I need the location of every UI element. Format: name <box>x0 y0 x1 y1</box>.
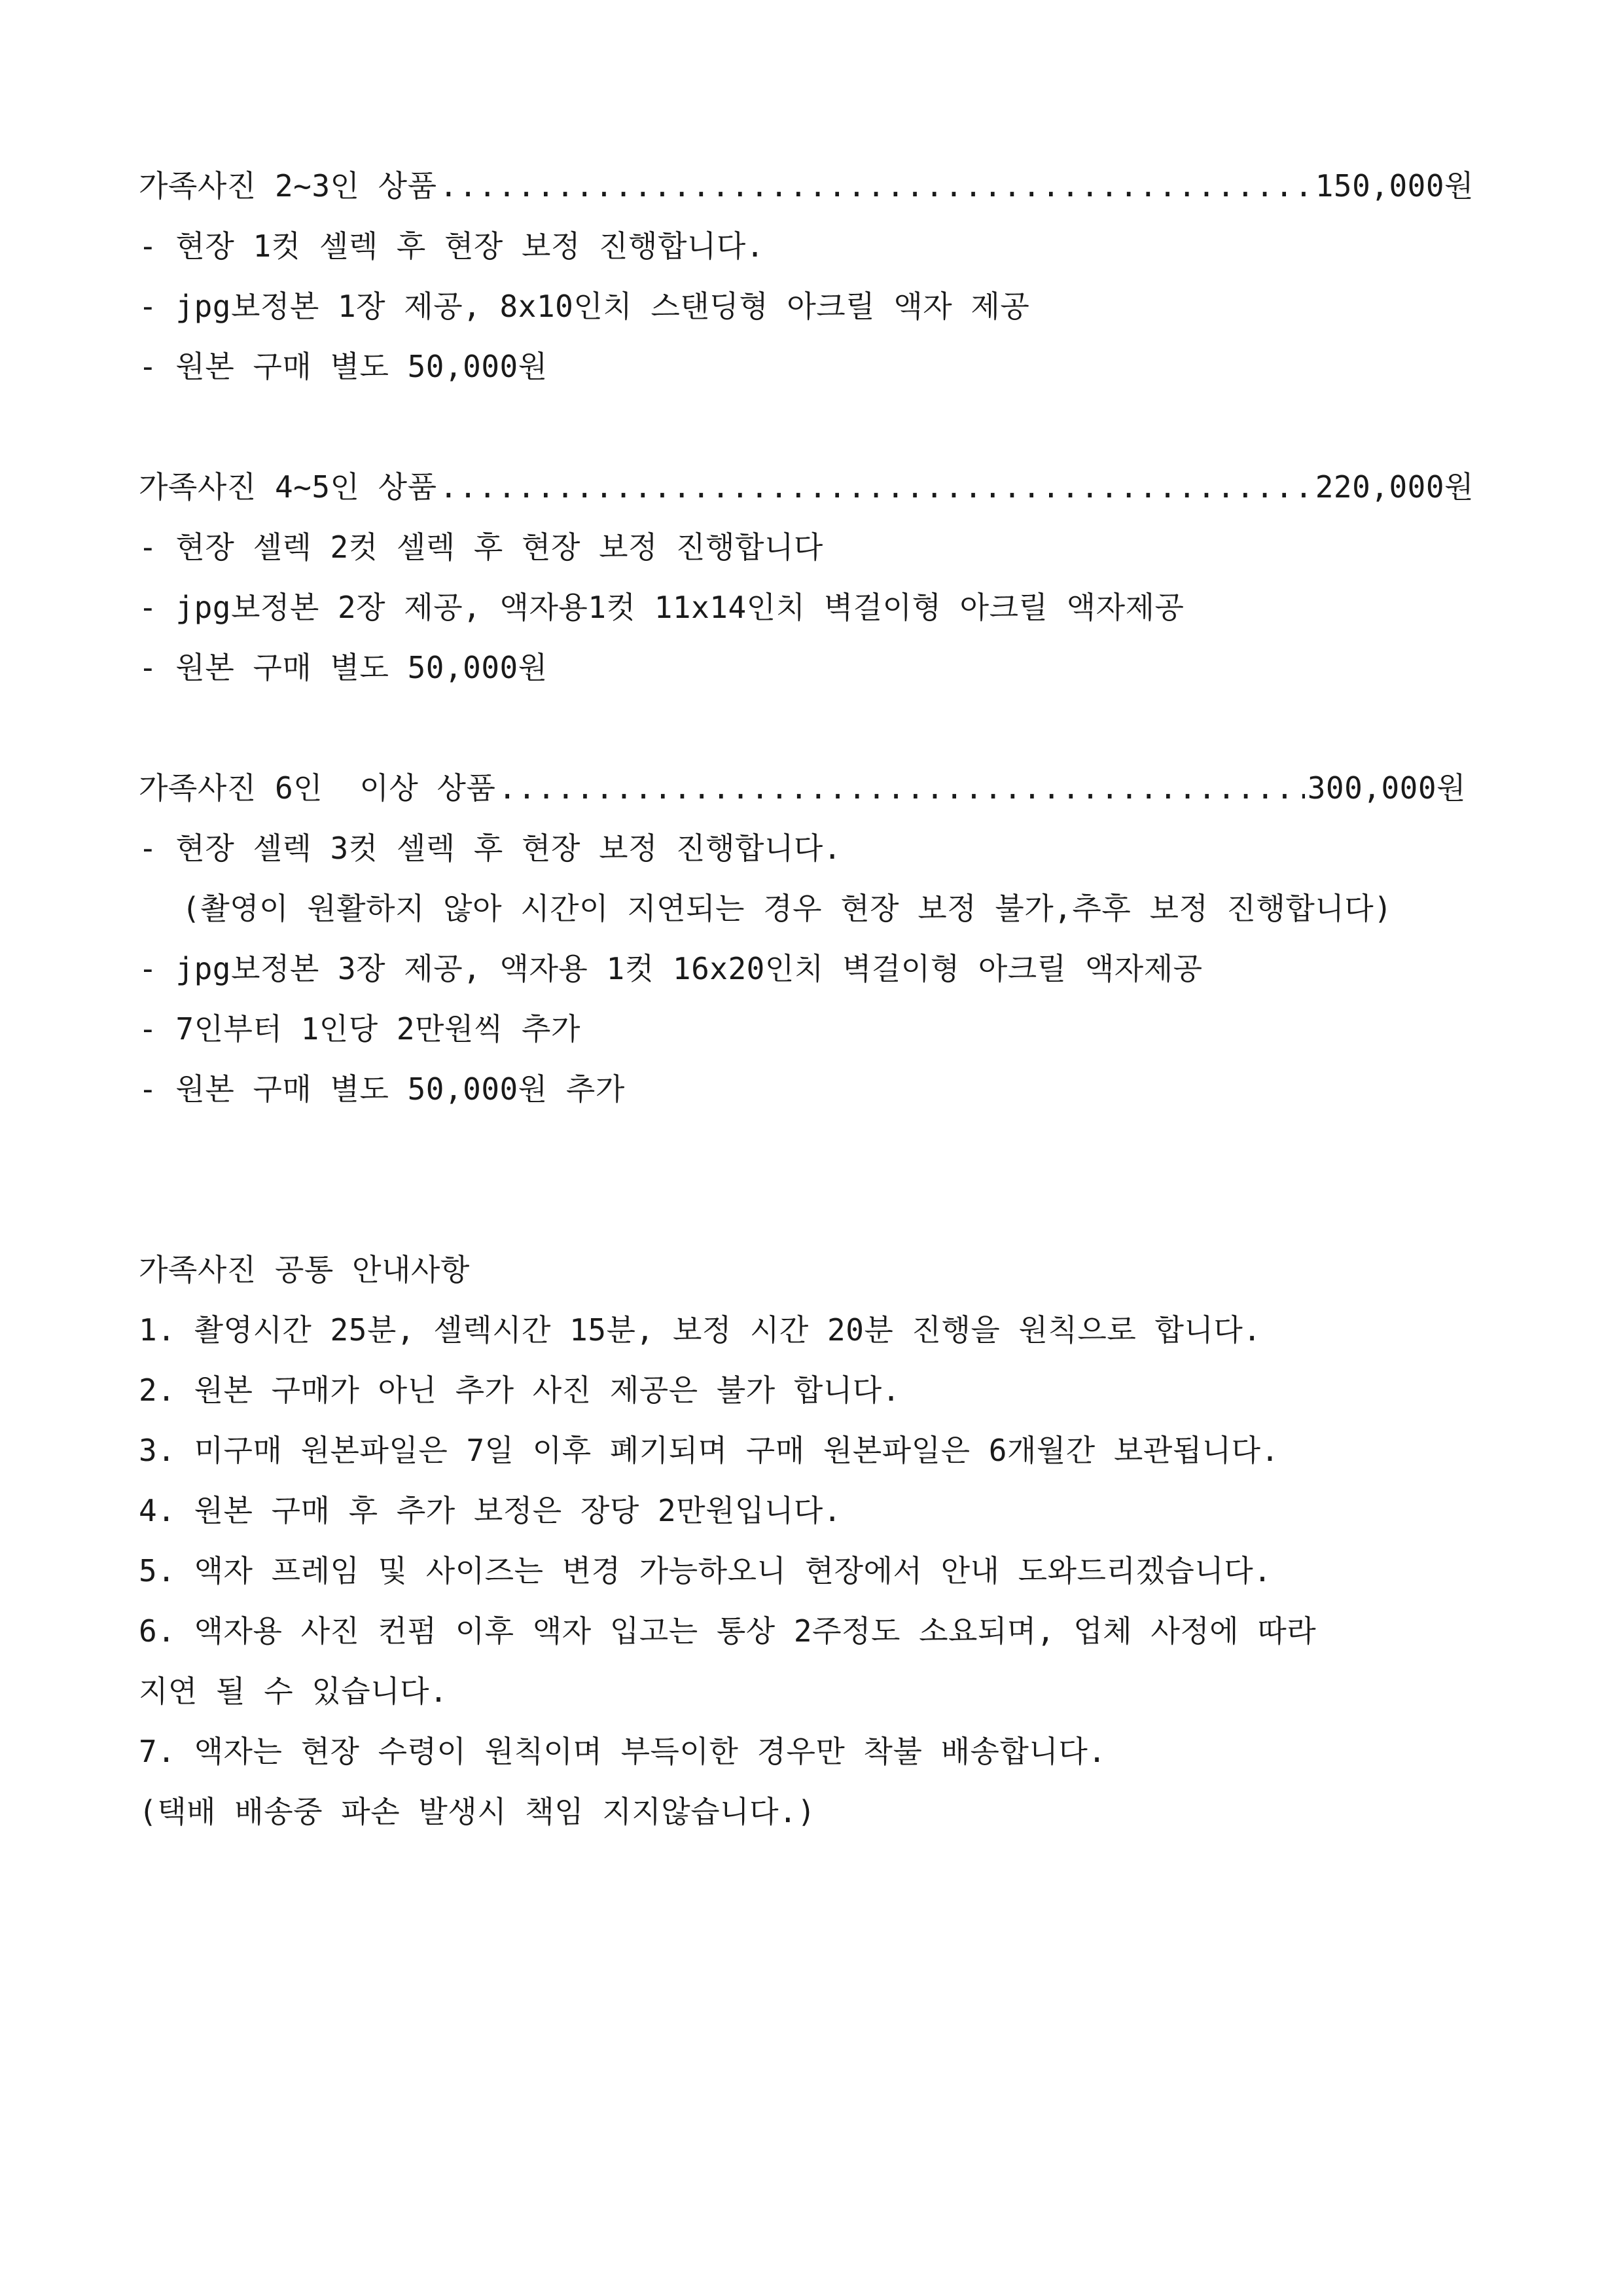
product-detail: - 현장 1컷 셀렉 후 현장 보정 진행합니다. <box>139 228 764 264</box>
dot-leader <box>498 768 1304 808</box>
notice-item-note: (택배 배송중 파손 발생시 책임 지지않습니다.) <box>139 1794 816 1829</box>
product-detail-note: (촬영이 원활하지 않아 시간이 지연되는 경우 현장 보정 불가,추후 보정 진행합니다) <box>182 891 1393 926</box>
product-header-4-5 <box>139 467 1474 507</box>
product-title: 가족사진 2~3인 상품 <box>139 168 437 204</box>
notice-title: 가족사진 공통 안내사항 <box>139 1252 470 1287</box>
product-detail: - 7인부터 1인당 2만원씩 추가 <box>139 1011 580 1047</box>
notice-item-continued: 지연 될 수 있습니다. <box>139 1674 448 1709</box>
product-price: 150,000원 <box>1315 168 1474 204</box>
product-detail: - jpg보정본 3장 제공, 액자용 1컷 16x20인치 벽걸이형 아크릴 액자제공 <box>139 951 1203 986</box>
product-detail: - 현장 셀렉 2컷 셀렉 후 현장 보정 진행합니다 <box>139 529 823 565</box>
product-header-6-plus <box>139 768 1466 808</box>
notice-item: 7. 액자는 현장 수령이 원칙이며 부득이한 경우만 착불 배송합니다. <box>139 1734 1107 1769</box>
notice-item: 5. 액자 프레임 및 사이즈는 변경 가능하오니 현장에서 안내 도와드리겠습니다. <box>139 1553 1272 1588</box>
product-detail: - jpg보정본 2장 제공, 액자용1컷 11x14인치 벽걸이형 아크릴 액자제공 <box>139 590 1185 625</box>
notice-item: 2. 원본 구매가 아닌 추가 사진 제공은 불가 합니다. <box>139 1372 901 1408</box>
notice-item: 4. 원본 구매 후 추가 보정은 장당 2만원입니다. <box>139 1493 842 1528</box>
product-title: 가족사진 4~5인 상품 <box>139 469 437 505</box>
notice-item: 6. 액자용 사진 컨펌 이후 액자 입고는 통상 2주정도 소요되며, 업체 사정에 따라 <box>139 1613 1317 1649</box>
notice-item: 3. 미구매 원본파일은 7일 이후 폐기되며 구매 원본파일은 6개월간 보관됩니다. <box>139 1433 1279 1468</box>
notice-item: 1. 촬영시간 25분, 셀렉시간 15분, 보정 시간 20분 진행을 원칙으로 합니다. <box>139 1312 1262 1348</box>
product-price: 300,000원 <box>1307 770 1466 806</box>
product-detail: - jpg보정본 1장 제공, 8x10인치 스탠딩형 아크릴 액자 제공 <box>139 289 1030 324</box>
product-header-2-3 <box>139 166 1474 206</box>
product-price: 220,000원 <box>1315 469 1474 505</box>
product-detail: - 원본 구매 별도 50,000원 <box>139 650 548 685</box>
dot-leader <box>440 467 1313 507</box>
product-detail: - 원본 구매 별도 50,000원 <box>139 349 548 384</box>
product-detail: - 원본 구매 별도 50,000원 추가 <box>139 1071 625 1107</box>
dot-leader <box>440 166 1313 206</box>
product-detail: - 현장 셀렉 3컷 셀렉 후 현장 보정 진행합니다. <box>139 831 842 866</box>
product-title: 가족사진 6인 이상 상품 <box>139 770 496 806</box>
